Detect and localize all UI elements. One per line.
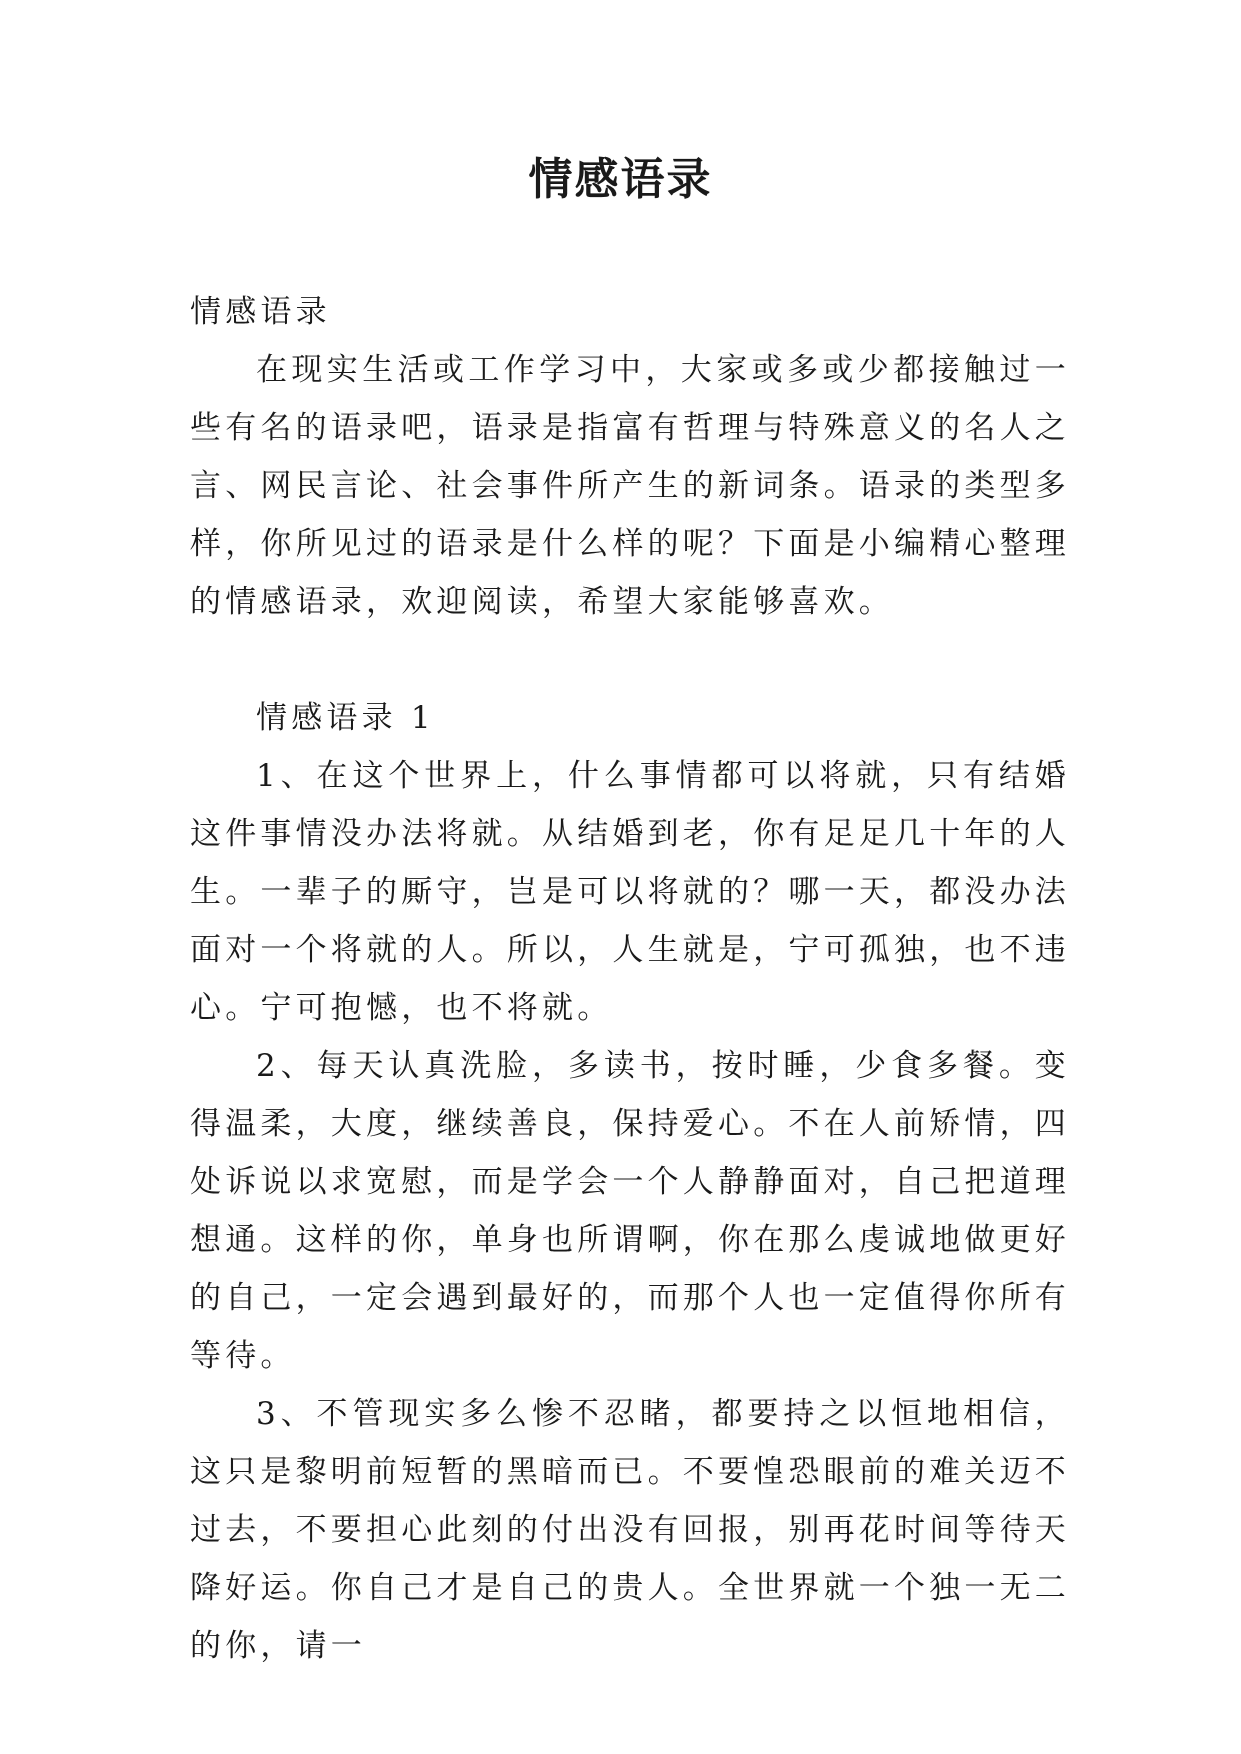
document-title: 情感语录 bbox=[528, 154, 713, 205]
document-body bbox=[190, 283, 1070, 1675]
document-label: 情感语录 bbox=[190, 294, 331, 330]
section-heading: 情感语录 1 bbox=[256, 700, 435, 736]
quote-paragraph-3: 3、不管现实多么惨不忍睹，都要持之以恒地相信，这只是黎明前短暂的黑暗而已。不要惶恐眼前的难关迈不过去，不要担心此刻的付出没有回报，别再花时间等待天降好运。你自己才是自己的贵人。全世界就一个独一无二的你，请一 bbox=[190, 1396, 1070, 1664]
quote-paragraph-2: 2、每天认真洗脸，多读书，按时睡，少食多餐。变得温柔，大度，继续善良，保持爱心。不在人前矫情，四处诉说以求宽慰，而是学会一个人静静面对，自己把道理想通。这样的你，单身也所谓啊，你在那么虔诚地做更好的自己，一定会遇到最好的，而那个人也一定值得你所有等待。 bbox=[190, 1048, 1070, 1374]
intro-paragraph: 在现实生活或工作学习中，大家或多或少都接触过一些有名的语录吧，语录是指富有哲理与特殊意义的名人之言、网民言论、社会事件所产生的新词条。语录的类型多样，你所见过的语录是什么样的呢？下面是小编精心整理的情感语录，欢迎阅读，希望大家能够喜欢。 bbox=[190, 352, 1070, 620]
paragraph-spacer bbox=[190, 631, 1070, 689]
quote-paragraph-1: 1、在这个世界上，什么事情都可以将就，只有结婚这件事情没办法将就。从结婚到老，你有足足几十年的人生。一辈子的厮守，岂是可以将就的？哪一天，都没办法面对一个将就的人。所以，人生就是，宁可孤独，也不违心。宁可抱憾，也不将就。 bbox=[190, 758, 1070, 1026]
